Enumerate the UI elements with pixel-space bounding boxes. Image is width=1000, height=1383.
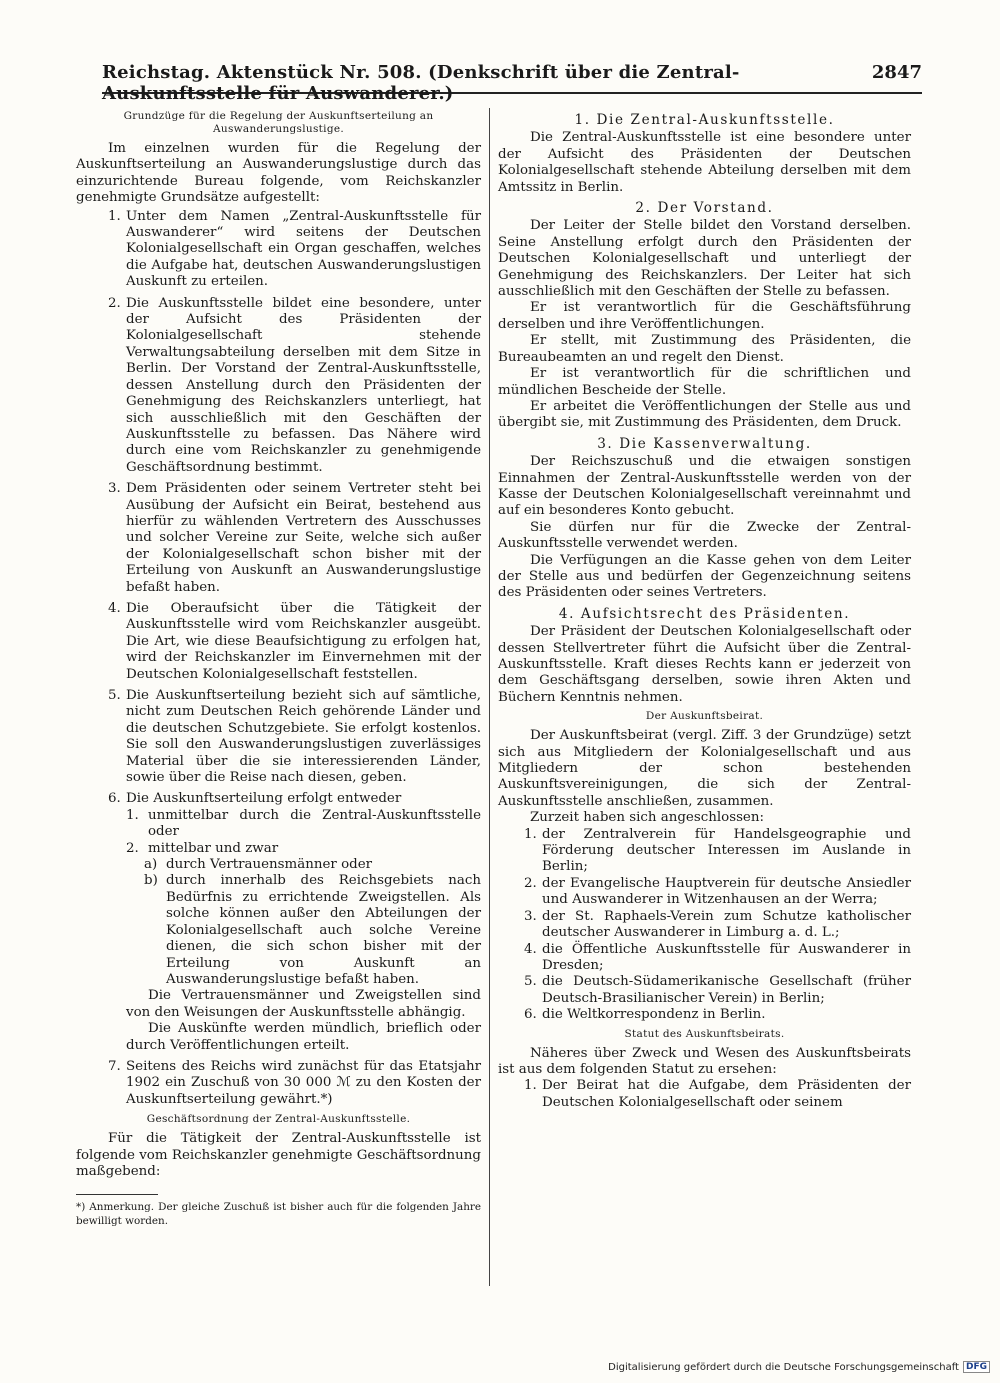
paragraph: Er stellt, mit Zustimmung des Präsidenten, die Bureaubeamten an und regelt den Dienst. xyxy=(498,333,911,365)
running-title: Reichstag. Aktenstück Nr. 508. (Denkschrift über die Zentral-Auskunftsstelle für Auswanderer.) xyxy=(102,62,740,104)
sub-item: 2. mittelbar und zwar xyxy=(126,840,279,856)
dfg-logo: DFG xyxy=(963,1361,990,1373)
right-column xyxy=(498,110,911,1111)
footnote-rule xyxy=(76,1194,158,1195)
paragraph: Näheres über Zweck und Wesen des Auskunftsbeirats ist aus dem folgenden Statut zu ersehen: xyxy=(498,1045,911,1077)
sub-item: 1. unmittelbar durch die Zentral-Auskunftsstelle oder xyxy=(126,807,481,840)
list-item: 5. die Deutsch-Südamerikanische Gesellschaft (früher Deutsch-Brasilianischer Verein) in Berlin; xyxy=(524,974,911,1006)
list-item: 4. die Öffentliche Auskunftsstelle für Auswanderer in Dresden; xyxy=(524,941,911,973)
sub-sub-item: b) durch innerhalb des Reichsgebiets nach Bedürfnis zu errichtende Zweigstellen. Als solche können außer den Abteilungen der Kolonialgesellschaft auch solche Vereine dienen, die sich schon bisher mit der Erteilung von Auskunft an Auswanderungslustige befaßt haben. xyxy=(144,873,481,987)
paragraph: Zurzeit haben sich angeschlossen: xyxy=(530,810,764,826)
paragraph: Er ist verantwortlich für die Geschäftsführung derselben und ihre Veröffentlichungen. xyxy=(498,300,911,332)
paragraph: Der Auskunftsbeirat (vergl. Ziff. 3 der Grundzüge) setzt sich aus Mitgliedern der Kolonialgesellschaft und aus Mitgliedern der schon bestehenden Auskunftsvereinigungen, die sich der Zentral-Auskunftsstelle anschließen, zusammen. xyxy=(498,728,911,809)
item6-paragraph: Die Vertrauensmänner und Zweigstellen sind von den Weisungen der Auskunftsstelle abhängig. xyxy=(126,988,481,1020)
paragraph: Der Präsident der Deutschen Kolonialgesellschaft oder dessen Stellvertreter führt die Aufsicht über die Zentral-Auskunftsstelle. Kraft dieses Rechts kann er jederzeit von dem Geschäftsgang derselben, sowie ihren Akten und Büchern Kenntnis nehmen. xyxy=(498,624,911,705)
list-item: 1. der Zentralverein für Handelsgeographie und Förderung deutscher Interessen im Auslande in Berlin; xyxy=(524,826,911,875)
list-item: 3. der St. Raphaels-Verein zum Schutze katholischer deutscher Auswanderer in Limburg a. d. L.; xyxy=(524,908,911,941)
paragraph: Der Leiter der Stelle bildet den Vorstand derselben. Seine Anstellung erfolgt durch den Präsidenten der Deutschen Kolonialgesellschaft und unterliegt der Genehmigung des Reichskanzlers. Der Leiter hat sich ausschließlich mit den Geschäften der Stelle zu befassen. xyxy=(498,218,911,300)
footnote: *) Anmerkung. Der gleiche Zuschuß ist bisher auch für die folgenden Jahre bewilligt worden. xyxy=(76,1201,481,1227)
credit-text: Digitalisierung gefördert durch die Deutsche Forschungsgemeinschaft xyxy=(608,1361,959,1373)
list-item: 2. Die Auskunftsstelle bildet eine besondere, unter der Aufsicht des Präsidenten der Kolonialgesellschaft stehende Verwaltungsabteilung derselben mit dem Sitze in Berlin. Der Vorstand der Zentral-Auskunftsstelle, dessen Anstellung durch den Präsidenten der Genehmigung des Reichskanzlers unterliegt, hat sich ausschließlich mit den Geschäften der Auskunftsstelle zu befassen. Das Nähere wird durch eine vom Reichskanzler zu genehmigende Geschäftsordnung bestimmt. xyxy=(108,295,481,475)
section-heading-zentralstelle: 1. Die Zentral-Auskunftsstelle. xyxy=(574,112,835,128)
left-column xyxy=(76,110,481,1228)
member-list xyxy=(498,827,911,1024)
section-heading-aufsichtsrecht: 4. Aufsichtsrecht des Präsidenten. xyxy=(558,605,851,622)
digitization-credit xyxy=(608,1361,990,1373)
section-heading-geschaeftsordnung: Geschäftsordnung der Zentral-Auskunftsstelle. xyxy=(146,1113,411,1126)
paragraph: Er ist verantwortlich für die schriftlichen und mündlichen Bescheide der Stelle. xyxy=(498,366,911,398)
paragraph: Die Zentral-Auskunftsstelle ist eine besondere unter der Aufsicht des Präsidenten der Deutschen Kolonialgesellschaft stehende Abteilung derselben mit dem Amtssitz in Berlin. xyxy=(498,130,911,195)
paragraph: Sie dürfen nur für die Zwecke der Zentral-Auskunftsstelle verwendet werden. xyxy=(498,519,911,552)
list-item: 3. Dem Präsidenten oder seinem Vertreter steht bei Ausübung der Aufsicht ein Beirat, bestehend aus hierfür zu wählenden Vertretern des Ausschusses und solcher Vereine zur Seite, welche sich außer der Kolonialgesellschaft schon bisher mit der Erteilung von Auskunft an Auswanderungslustige befaßt haben. xyxy=(108,481,481,595)
list-item: 7. Seitens des Reichs wird zunächst für das Etatsjahr 1902 ein Zuschuß von 30 000 ℳ zu den Kosten der Auskunftserteilung gewährt.*) xyxy=(108,1058,481,1107)
list-item: 2. der Evangelische Hauptverein für deutsche Ansiedler und Auswanderer in Witzenhausen an der Werra; xyxy=(524,875,911,908)
section-heading-beirat: Der Auskunftsbeirat. xyxy=(645,710,764,723)
list-item: 1. Unter dem Namen „Zentral-Auskunftsstelle für Auswanderer“ wird seitens der Deutschen Kolonialgesellschaft ein Organ geschaffen, welches die Aufgabe hat, deutschen Auswanderungslustigen Auskunft zu erteilen. xyxy=(108,208,481,290)
section-heading-vorstand: 2. Der Vorstand. xyxy=(635,200,774,217)
paragraph: Der Reichszuschuß und die etwaigen sonstigen Einnahmen der Zentral-Auskunftsstelle werden von der Kasse der Deutschen Kolonialgesellschaft vereinnahmt und auf ein besonderes Konto gebucht. xyxy=(498,454,911,519)
sub-sub-item: a) durch Vertrauensmänner oder xyxy=(144,857,373,873)
column-divider xyxy=(489,108,490,1286)
paragraph: Er arbeitet die Veröffentlichungen der Stelle aus und übergibt sie, mit Zustimmung des Präsidenten, dem Druck. xyxy=(498,398,911,431)
principles-list xyxy=(76,209,481,1109)
page-number: 2847 xyxy=(871,62,922,83)
item6-paragraph: Die Auskünfte werden mündlich, brieflich oder durch Veröffentlichungen erteilt. xyxy=(126,1021,481,1053)
page-header xyxy=(102,62,922,104)
paragraph: Die Verfügungen an die Kasse gehen von dem Leiter der Stelle aus und bedürfen der Gegenzeichnung seitens des Präsidenten oder seines Vertreters. xyxy=(498,552,911,601)
list-item: 4. Die Oberaufsicht über die Tätigkeit der Auskunftsstelle wird vom Reichskanzler ausgeübt. Die Art, wie diese Beaufsichtigung zu erfolgen hat, wird der Reichskanzler im Einvernehmen mit der Deutschen Kolonialgesellschaft feststellen. xyxy=(108,600,481,682)
geschaeftsordnung-paragraph: Für die Tätigkeit der Zentral-Auskunftsstelle ist folgende vom Reichskanzler genehmigte Geschäftsordnung maßgebend: xyxy=(76,1131,481,1179)
list-item: 6. die Weltkorrespondenz in Berlin. xyxy=(524,1007,766,1023)
statut-list xyxy=(498,1078,911,1111)
list-item: 5. Die Auskunftserteilung bezieht sich auf sämtliche, nicht zum Deutschen Reich gehörende Länder und die deutschen Schutzgebiete. Sie erfolgt kostenlos. Sie soll den Auswanderungslustigen zuverlässiges Material über die sie interessierenden Länder, sowie über die Reise nach diesen, geben. xyxy=(108,688,481,786)
list-item: 6. Die Auskunftserteilung erfolgt entweder 1. unmittelbar durch die Zentral-Auskunftsstelle oder 2. mittelbar und zwar a) durch Vertrauensmänner oder b) durch innerhalb des Reichsgebiets nach Bedürfnis zu errichtende Zweigstellen. Als solche können außer den Abteilungen der Kolonialgesellschaft auch solche Vereine dienen, die sich schon bisher mit der Erteilung von Auskunft an Auswanderungslustige befaßt haben. Die Vertrauensmänner und Zweigstellen sind von den Weisungen der Auskunftsstelle abhängig. Die Auskünfte werden mündlich, brieflich oder durch Veröffentlichungen erteilt. xyxy=(108,791,481,1053)
list-item: 1. Der Beirat hat die Aufgabe, dem Präsidenten der Deutschen Kolonialgesellschaft oder seinem xyxy=(524,1078,911,1110)
intro-paragraph: Im einzelnen wurden für die Regelung der Auskunftserteilung an Auswanderungslustige durch das einzurichtende Bureau folgende, vom Reichskanzler genehmigte Grundsätze aufgestellt: xyxy=(76,141,481,206)
section-heading-grundzuege: Grundzüge für die Regelung der Auskunftserteilung an Auswanderungslustige. xyxy=(123,110,434,135)
section-heading-statut: Statut des Auskunftsbeirats. xyxy=(624,1027,785,1040)
section-heading-kassenverwaltung: 3. Die Kassenverwaltung. xyxy=(597,435,812,452)
